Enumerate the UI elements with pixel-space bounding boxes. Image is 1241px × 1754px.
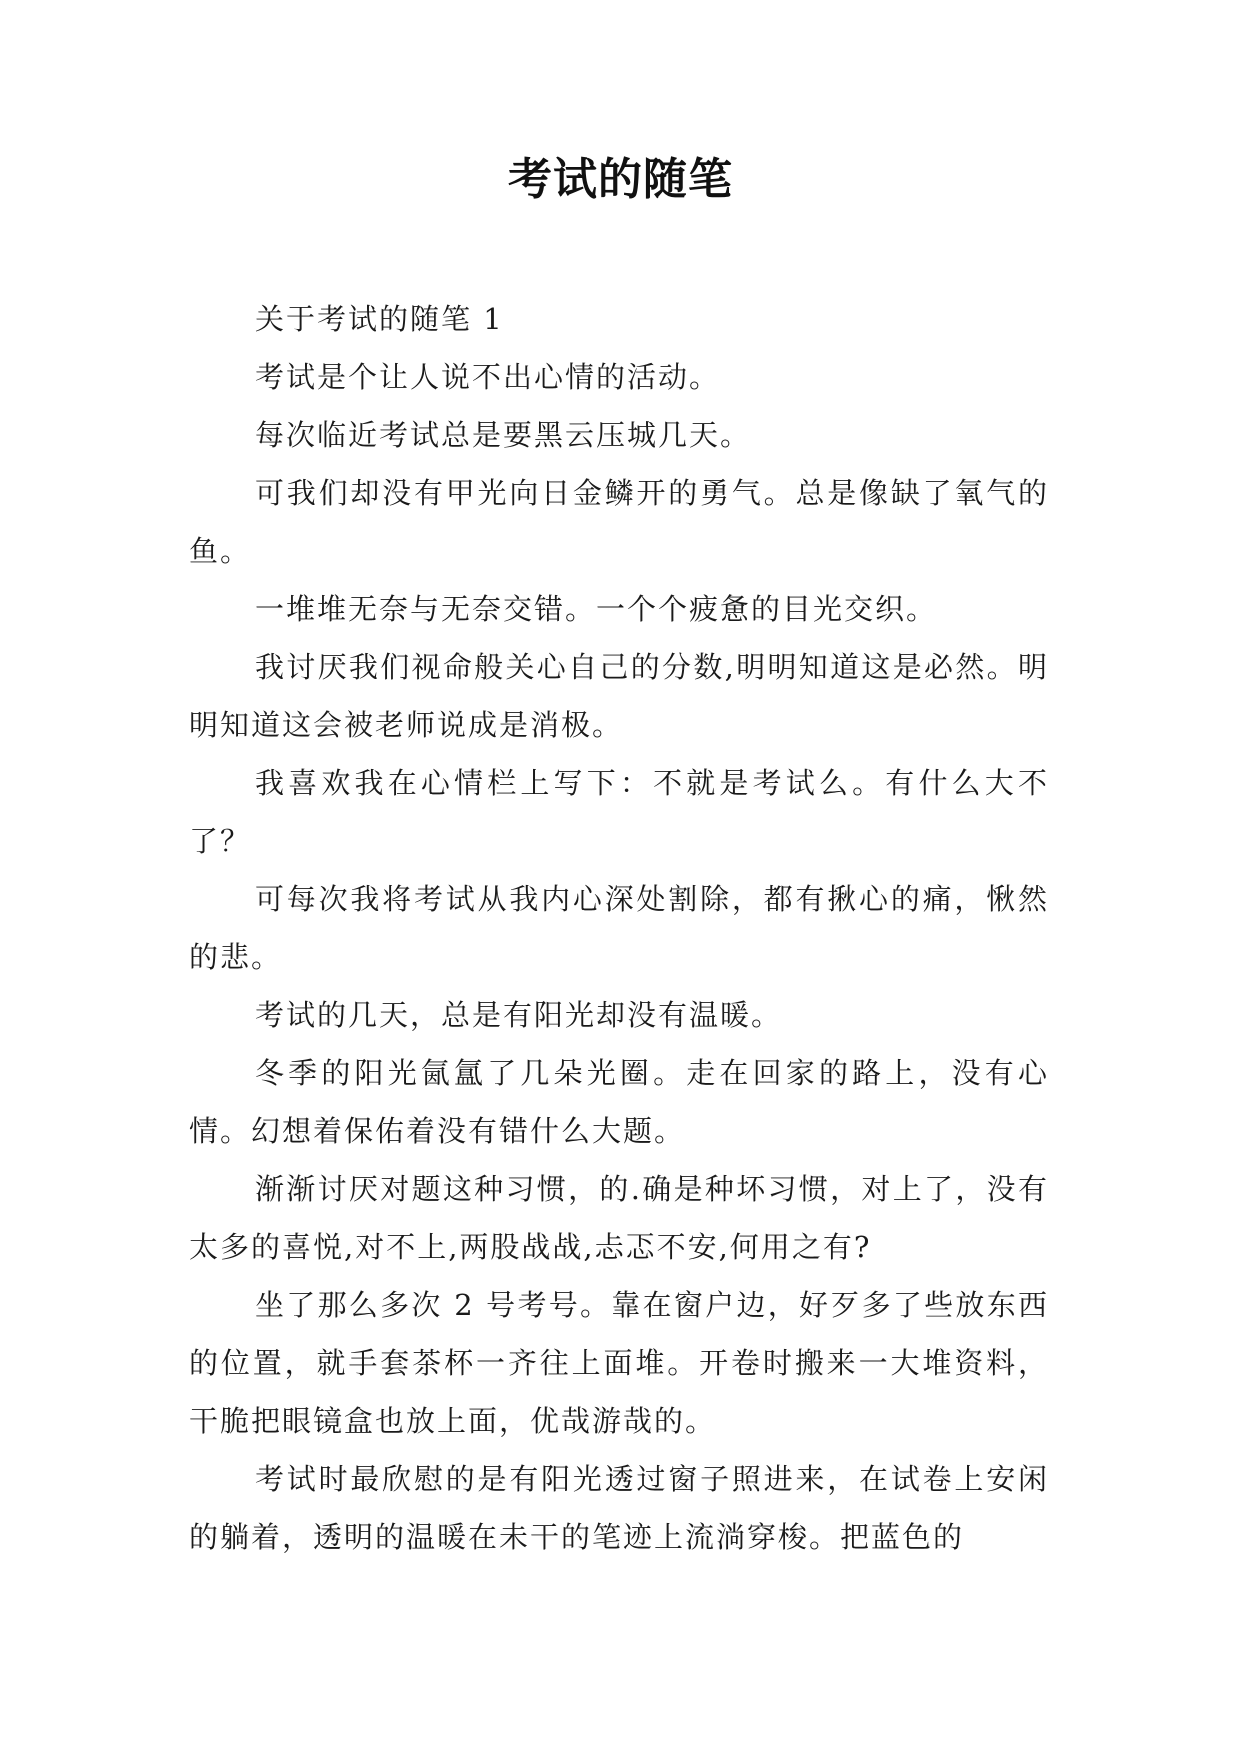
paragraph: 考试时最欣慰的是有阳光透过窗子照进来，在试卷上安闲的躺着，透明的温暖在未干的笔迹上流淌穿梭。把蓝色的 [189,1462,1049,1554]
paragraph: 冬季的阳光氤氲了几朵光圈。走在回家的路上，没有心情。幻想着保佑着没有错什么大题。 [189,1056,1049,1148]
paragraph: 每次临近考试总是要黑云压城几天。 [255,418,752,452]
paragraph: 我喜欢我在心情栏上写下：不就是考试么。有什么大不了？ [189,766,1049,858]
paragraph: 渐渐讨厌对题这种习惯，的.确是种坏习惯，对上了，没有太多的喜悦,对不上,两股战战,忐忑不安,何用之有? [189,1172,1049,1264]
document-title: 考试的随笔 [508,154,733,205]
paragraph: 可每次我将考试从我内心深处割除，都有揪心的痛，愀然的悲。 [189,882,1049,974]
paragraph: 一堆堆无奈与无奈交错。一个个疲惫的目光交织。 [255,592,938,626]
paragraph: 我讨厌我们视命般关心自己的分数,明明知道这是必然。明明知道这会被老师说成是消极。 [189,650,1049,742]
paragraph: 坐了那么多次 2 号考号。靠在窗户边，好歹多了些放东西的位置，就手套茶杯一齐往上面堆。开卷时搬来一大堆资料，干脆把眼镜盒也放上面，优哉游哉的。 [189,1288,1049,1438]
paragraph: 考试的几天，总是有阳光却没有温暖。 [255,998,783,1032]
document-body [189,290,1049,1566]
paragraph: 考试是个让人说不出心情的活动。 [255,360,721,394]
paragraph-heading: 关于考试的随笔 1 [255,302,504,336]
paragraph: 可我们却没有甲光向日金鳞开的勇气。总是像缺了氧气的鱼。 [189,476,1049,568]
